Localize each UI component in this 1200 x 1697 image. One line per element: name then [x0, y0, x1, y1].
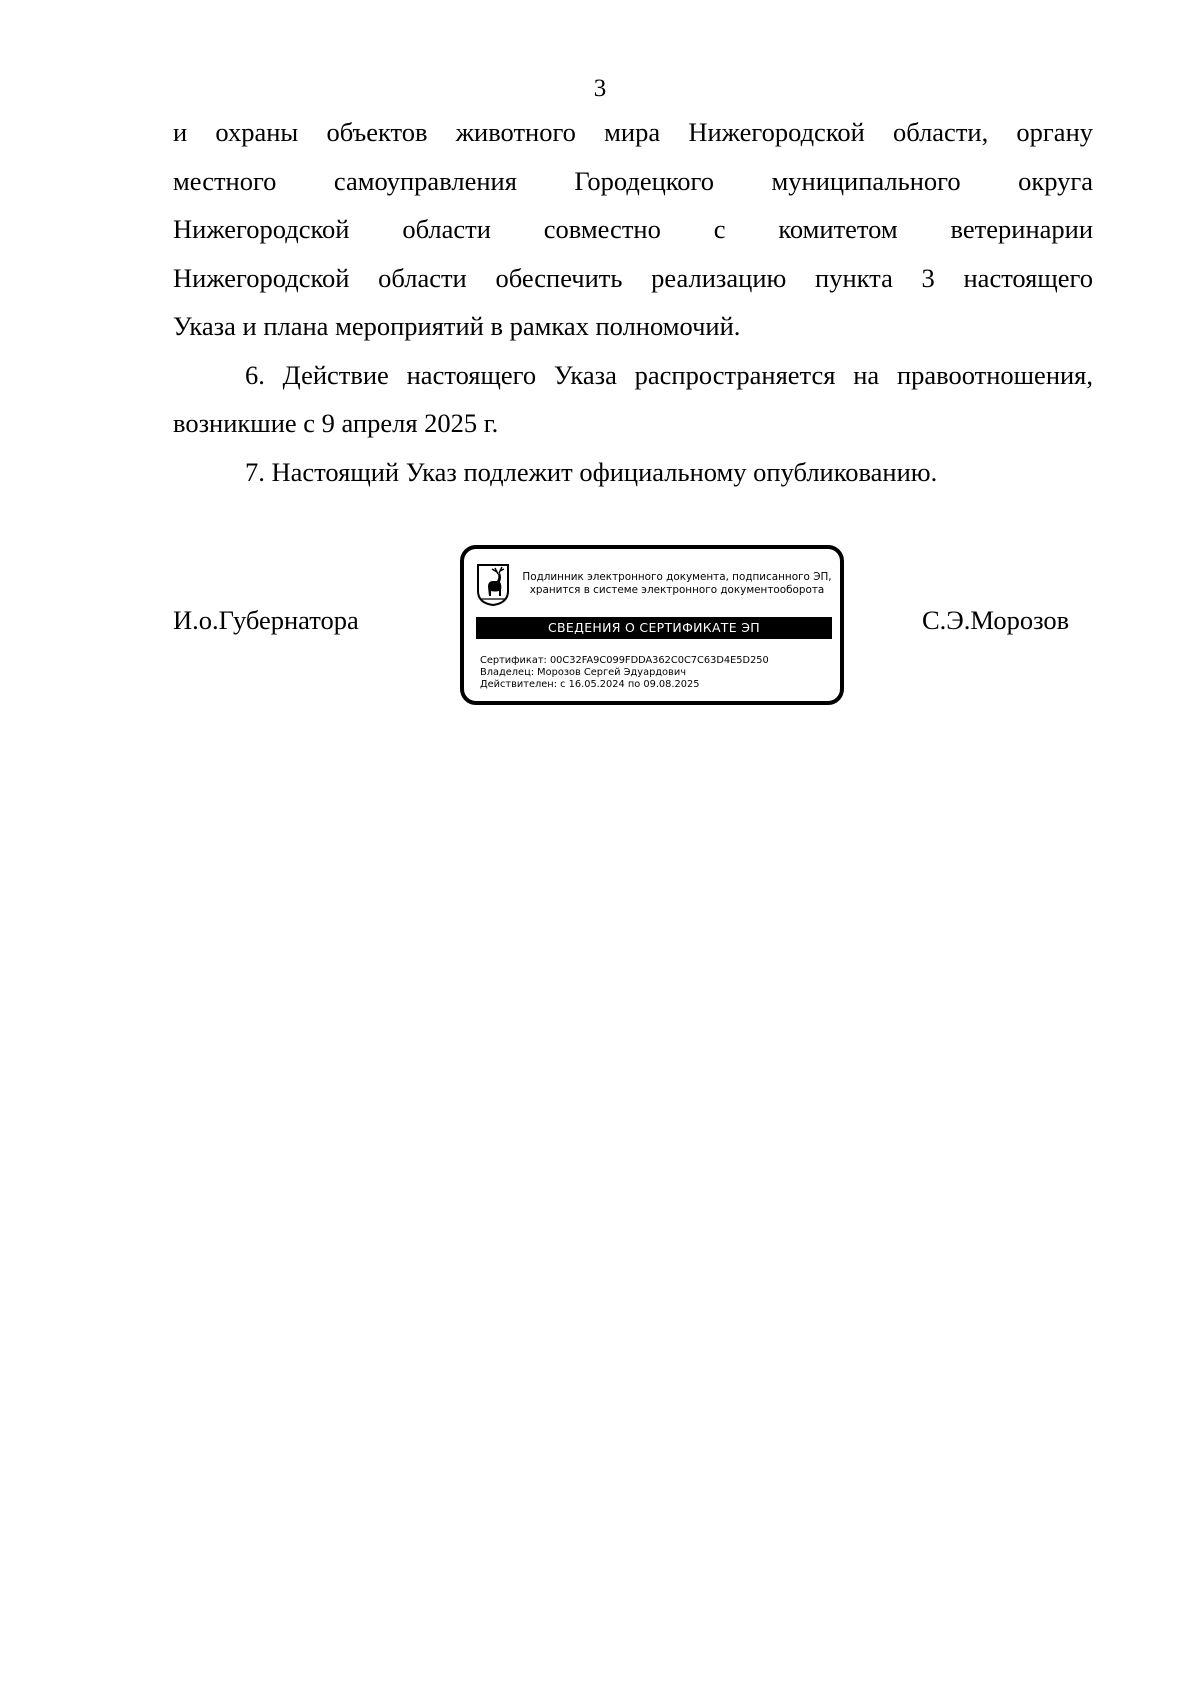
paragraph-5-continuation — [173, 108, 1093, 351]
text-line: Указа и плана мероприятий в рамках полномочий. — [173, 311, 741, 341]
text-line: и охраны объектов животного мира Нижегородской области, органу — [173, 117, 1093, 147]
text-line: 6. Действие настоящего Указа распространяется на правоотношения, — [245, 359, 1093, 390]
certificate-owner: Владелец: Морозов Сергей Эдуардович — [480, 667, 686, 678]
stamp-header — [514, 571, 840, 597]
stamp-title-bar: СВЕДЕНИЯ О СЕРТИФИКАТЕ ЭП — [476, 617, 832, 639]
document-body — [173, 108, 1093, 496]
stamp-header-line: Подлинник электронного документа, подписанного ЭП, — [522, 571, 832, 583]
certificate-validity: Действителен: с 16.05.2024 по 09.08.2025 — [480, 679, 700, 690]
page-number: 3 — [593, 75, 607, 102]
text-line: Нижегородской области обеспечить реализацию пункта 3 настоящего — [173, 262, 1093, 293]
electronic-signature-stamp — [460, 545, 844, 705]
stamp-details — [480, 655, 836, 691]
deer-coat-of-arms-icon — [476, 563, 510, 607]
text-line: 7. Настоящий Указ подлежит официальному опубликованию. — [245, 456, 938, 487]
text-line: Нижегородской области совместно с комитетом ветеринарии — [173, 214, 1093, 244]
signatory-position: И.о.Губернатора — [173, 605, 359, 635]
paragraph-6 — [173, 351, 1093, 448]
text-line: местного самоуправления Городецкого муниципального округа — [173, 165, 1093, 196]
certificate-number: Сертификат: 00C32FA9C099FDDA362C0C7C63D4E5D250 — [480, 655, 769, 666]
text-line: возникшие с 9 апреля 2025 г. — [173, 408, 499, 438]
signatory-name: С.Э.Морозов — [922, 605, 1070, 635]
paragraph-7 — [173, 448, 1093, 497]
stamp-header-line: хранится в системе электронного документооборота — [529, 584, 825, 596]
